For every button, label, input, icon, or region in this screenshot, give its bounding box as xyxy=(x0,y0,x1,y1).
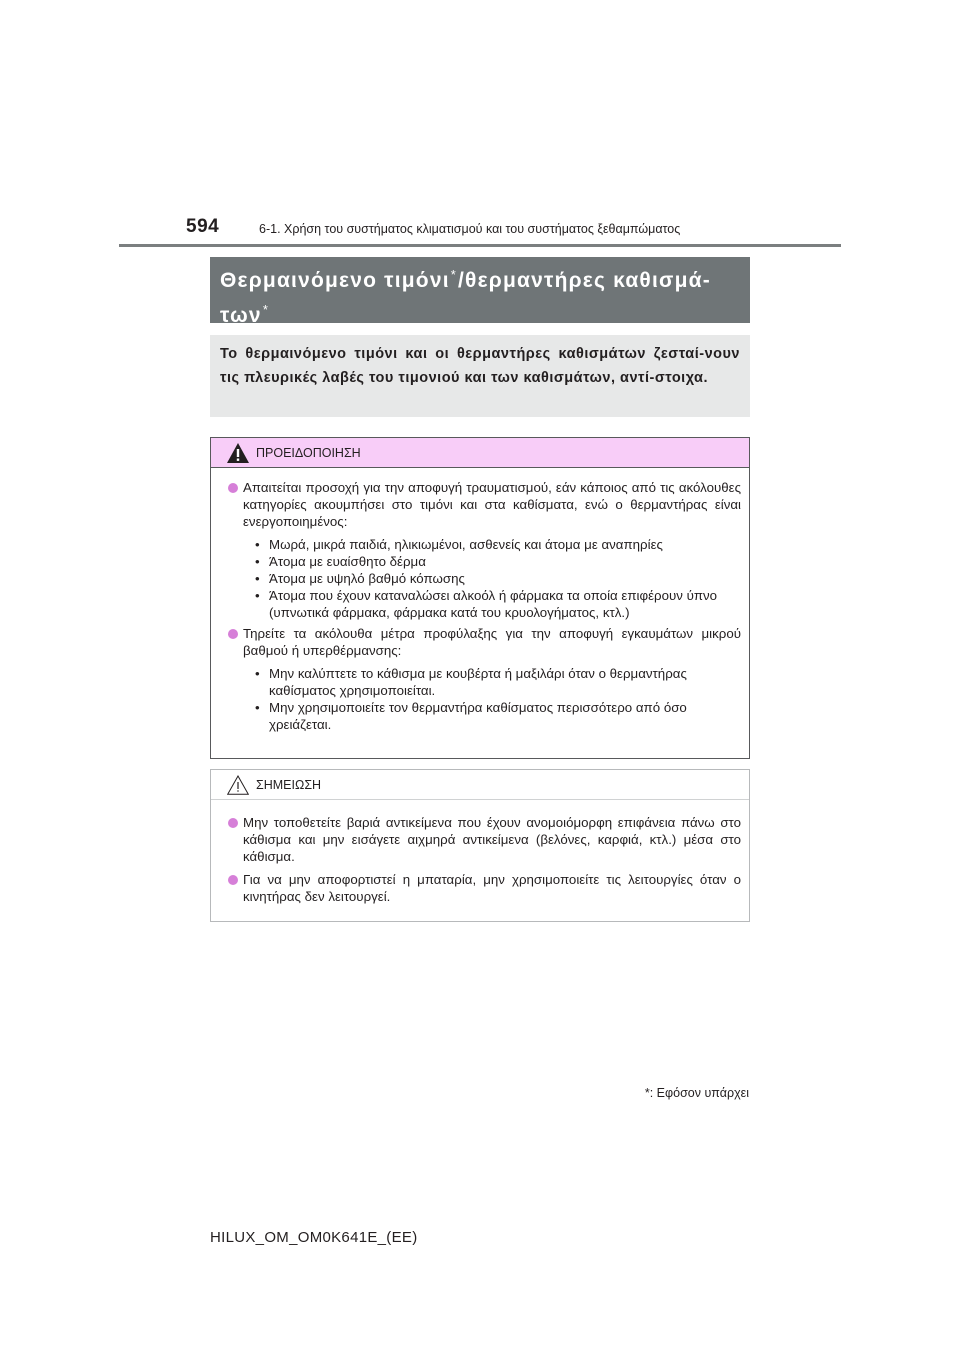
notice-item-text: Μην τοποθετείτε βαριά αντικείμενα που έχουν ανομοιόμορφη επιφάνεια πάνω στο κάθισμα και μην εισάγετε αιχμηρά αντικείμενα (βελόνες, καρφιά, κτλ.) μέσα στο κάθισμα. xyxy=(243,815,741,864)
footnote xyxy=(645,1086,749,1100)
header-rule xyxy=(119,244,841,247)
warning-item-text: Απαιτείται προσοχή για την αποφυγή τραυματισμού, εάν κάποιος από τις ακόλουθες κατηγορίες ακουμπήσει στο τιμόνι και στα καθίσματα, ενώ ο θερμαντήρας είναι ενεργοποιημένος: xyxy=(243,480,741,529)
warning-sublist xyxy=(227,536,741,621)
notice-item-text: Για να μην αποφορτιστεί η μπαταρία, μην χρησιμοποιείτε τις λειτουργίες όταν ο κινητήρας δεν λειτουργεί. xyxy=(243,872,741,904)
section-title-bar xyxy=(210,257,750,327)
list-item: • Μην καλύπτετε το κάθισμα με κουβέρτα ή μαξιλάρι όταν ο θερμαντήρας καθίσματος χρησιμοποιείται. xyxy=(255,665,741,699)
warning-label: ΠΡΟΕΙΔΟΠΟΙΗΣΗ xyxy=(256,446,361,460)
notice-box xyxy=(210,769,750,922)
title-part-3: των xyxy=(220,304,262,327)
list-item: • Άτομα που έχουν καταναλώσει αλκοόλ ή φάρμακα τα οποία επιφέρουν ύπνο (υπνωτικά φάρμακα, φάρμακα κατά του κρυολογήματος, κτλ.) xyxy=(255,587,741,621)
warning-box xyxy=(210,437,750,759)
warning-item-text: Τηρείτε τα ακόλουθα μέτρα προφύλαξης για την αποφυγή εγκαυμάτων μικρού βαθμού ή υπερθέρμανσης: xyxy=(243,626,741,658)
warning-triangle-icon xyxy=(227,443,249,463)
list-item: • Άτομα με ευαίσθητο δέρμα xyxy=(255,553,741,570)
running-header: 6-1. Χρήση του συστήματος κλιματισμού και του συστήματος ξεθαμπώματος xyxy=(259,222,681,236)
intro-box: Το θερμαινόμενο τιμόνι και οι θερμαντήρες καθισμάτων ζεσταί-νουν τις πλευρικές λαβές του τιμονιού και των καθισμάτων, αντί-στοιχα. xyxy=(210,335,750,417)
bullet-dot xyxy=(228,629,238,639)
footnote-asterisk: * xyxy=(644,1086,650,1100)
warning-body xyxy=(211,468,749,733)
warning-item xyxy=(227,625,741,659)
footnote-text: : Εφόσον υπάρχει xyxy=(649,1086,749,1100)
asterisk-mark: * xyxy=(262,302,270,317)
warning-header xyxy=(211,438,749,468)
notice-item xyxy=(227,871,741,905)
notice-item xyxy=(227,814,741,865)
list-item: • Μην χρησιμοποιείτε τον θερμαντήρα καθίσματος περισσότερο από όσο χρειάζεται. xyxy=(255,699,741,733)
notice-header xyxy=(211,770,749,800)
title-part-1: Θερμαινόμενο τιμόνι xyxy=(220,269,450,292)
notice-body xyxy=(211,800,749,905)
asterisk-mark: * xyxy=(450,267,458,282)
notice-triangle-icon xyxy=(227,775,249,795)
warning-sublist xyxy=(227,665,741,733)
title-part-2: /θερμαντήρες καθισμά- xyxy=(458,269,711,292)
list-item: • Άτομα με υψηλό βαθμό κόπωσης xyxy=(255,570,741,587)
bullet-dot xyxy=(228,875,238,885)
list-item: • Μωρά, μικρά παιδιά, ηλικιωμένοι, ασθενείς και άτομα με αναπηρίες xyxy=(255,536,741,553)
footer-doc-code: HILUX_OM_OM0K641E_(EE) xyxy=(210,1229,418,1246)
warning-item xyxy=(227,479,741,530)
notice-label: ΣΗΜΕΙΩΣΗ xyxy=(256,778,322,792)
page-number: 594 xyxy=(186,216,220,237)
section-title xyxy=(220,260,740,330)
bullet-dot xyxy=(228,818,238,828)
bullet-dot xyxy=(228,483,238,493)
